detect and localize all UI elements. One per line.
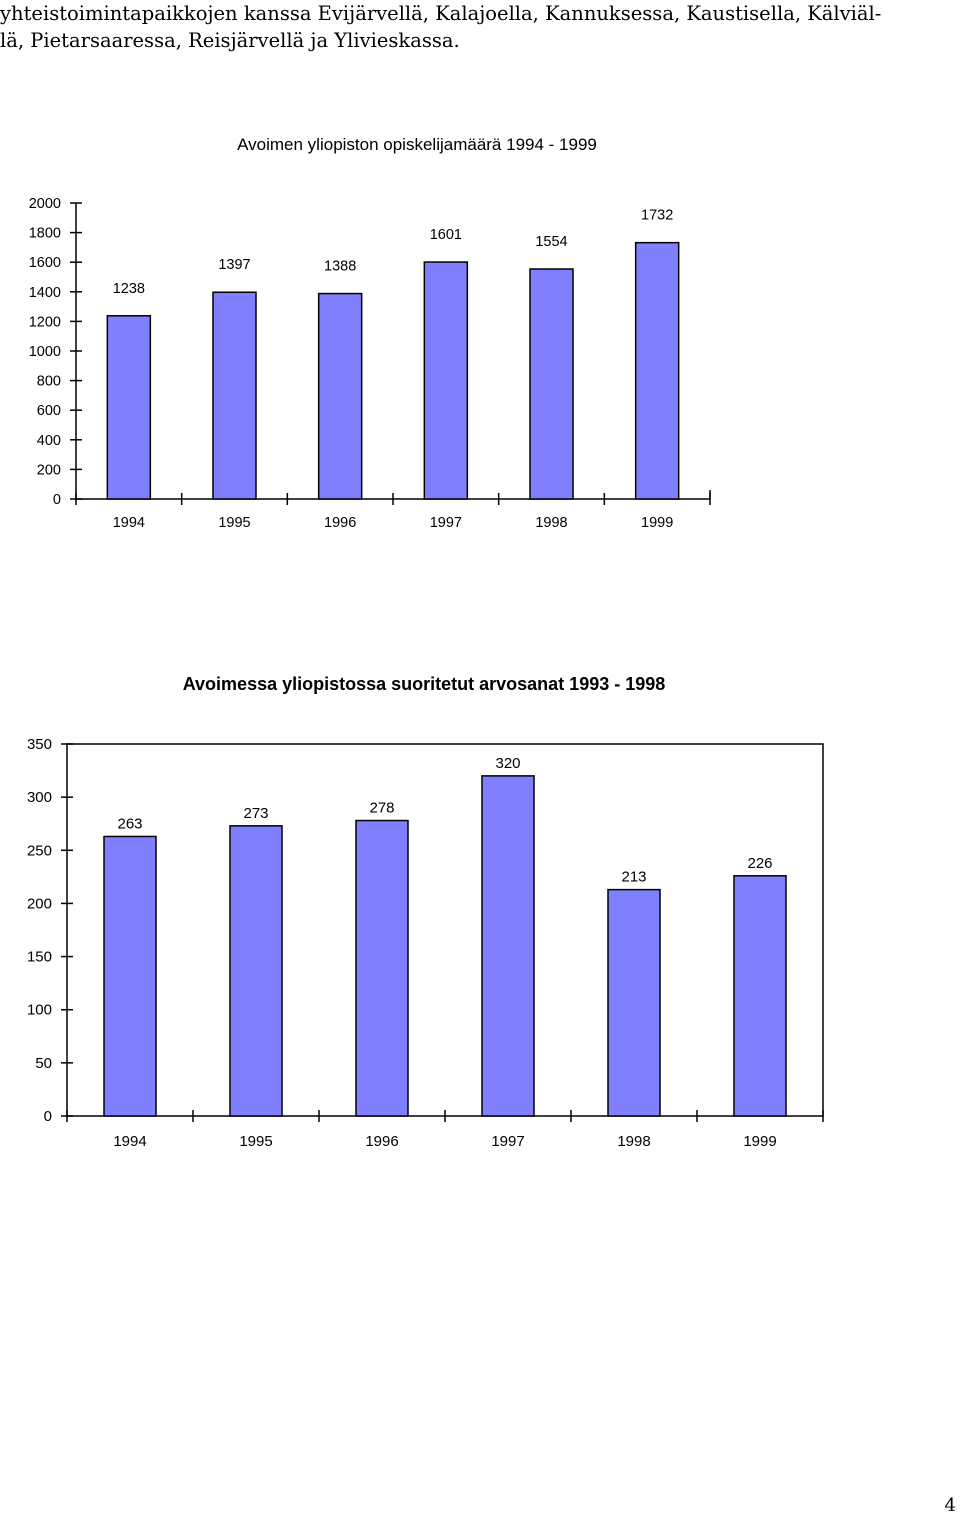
y-tick-label: 350	[26, 736, 52, 753]
y-tick-label: 1400	[28, 284, 61, 301]
intro-paragraph	[0, 0, 960, 54]
bar	[319, 294, 362, 499]
x-category-label: 1995	[218, 515, 251, 531]
bar-value-label: 278	[369, 799, 395, 817]
bar	[636, 243, 679, 499]
bar	[230, 826, 282, 1116]
y-tick-label: 200	[36, 462, 61, 479]
chart-title: Avoimessa yliopistossa suoritetut arvosanat 1993 - 1998	[182, 674, 666, 694]
y-tick-label: 400	[36, 432, 61, 449]
y-tick-label: 50	[35, 1054, 52, 1072]
x-category-label: 1996	[365, 1133, 399, 1150]
x-category-label: 1999	[743, 1133, 777, 1150]
x-category-label: 1999	[641, 515, 674, 531]
bar	[530, 269, 573, 499]
y-tick-label: 800	[36, 373, 61, 390]
x-category-label: 1994	[112, 515, 145, 531]
plot-frame	[67, 744, 823, 1116]
x-category-label: 1997	[491, 1133, 525, 1150]
bar-value-label: 1732	[641, 207, 674, 224]
bar	[107, 316, 150, 499]
bar-value-label: 1601	[429, 227, 462, 244]
y-tick-label: 1200	[28, 314, 61, 331]
y-tick-label: 100	[26, 1001, 52, 1019]
y-tick-label: 0	[52, 492, 61, 508]
bar	[482, 776, 534, 1116]
x-category-label: 1996	[324, 515, 357, 531]
x-category-label: 1998	[535, 515, 568, 531]
bar-value-label: 1554	[535, 234, 568, 251]
bar-value-label: 263	[117, 815, 143, 833]
bar-value-label: 226	[747, 854, 773, 872]
bar	[734, 876, 786, 1116]
y-tick-label: 600	[36, 403, 61, 420]
bar	[356, 821, 408, 1116]
bar	[104, 836, 156, 1116]
student-count-chart	[0, 120, 960, 550]
bar	[608, 890, 660, 1116]
y-tick-label: 200	[26, 895, 52, 913]
x-category-label: 1997	[429, 515, 462, 531]
x-category-label: 1995	[239, 1133, 273, 1150]
page-number: 4	[944, 1495, 956, 1516]
y-tick-label: 2000	[28, 196, 61, 212]
bar-value-label: 320	[495, 754, 521, 772]
intro-line-2: lä, Pietarsaaressa, Reisjärvellä ja Ylivieskassa.	[0, 29, 460, 52]
bar-value-label: 1238	[112, 280, 145, 297]
bar-value-label: 1397	[218, 257, 251, 274]
y-tick-label: 1600	[28, 255, 61, 272]
x-category-label: 1998	[617, 1133, 651, 1150]
grades-chart	[0, 660, 960, 1160]
bar	[424, 262, 467, 499]
y-tick-label: 1000	[28, 344, 61, 360]
bar	[213, 292, 256, 499]
y-tick-label: 1800	[28, 225, 61, 242]
bar-value-label: 1388	[324, 258, 357, 275]
bar-value-label: 213	[621, 868, 647, 886]
intro-line-1: yhteistoimintapaikkojen kanssa Evijärvellä, Kalajoella, Kannuksessa, Kaustisella, Kälviäl-	[0, 2, 882, 25]
bar-value-label: 273	[243, 804, 269, 822]
x-category-label: 1994	[113, 1133, 147, 1150]
y-tick-label: 250	[26, 842, 52, 860]
y-tick-label: 0	[43, 1108, 52, 1125]
y-tick-label: 300	[26, 789, 52, 807]
chart-title: Avoimen yliopiston opiskelijamäärä 1994 - 1999	[237, 135, 597, 154]
y-tick-label: 150	[26, 948, 52, 966]
